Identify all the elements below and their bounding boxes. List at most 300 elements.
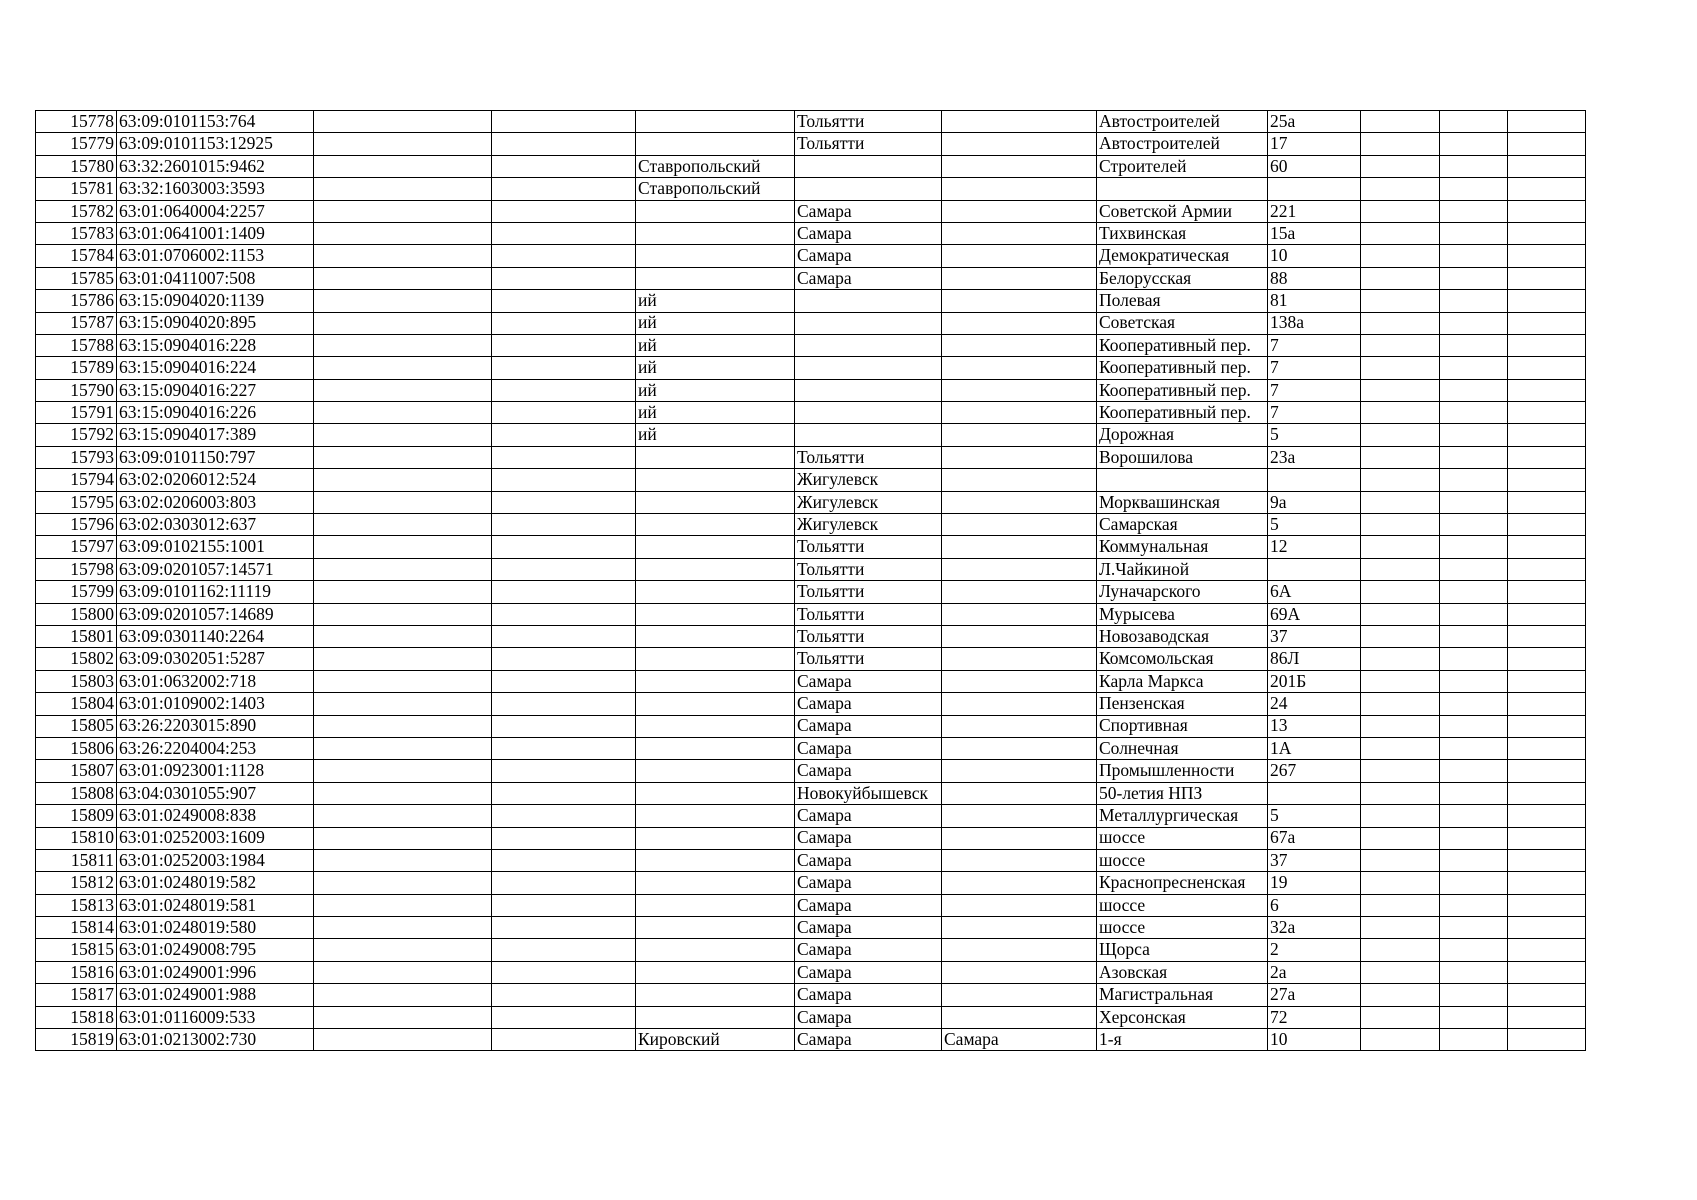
city-cell	[795, 334, 942, 356]
empty-cell-c	[1361, 984, 1440, 1006]
empty-cell-c	[1361, 782, 1440, 804]
district-cell	[636, 469, 795, 491]
empty-cell-b	[492, 715, 636, 737]
city-cell: Тольятти	[795, 603, 942, 625]
empty-cell-d	[1440, 491, 1508, 513]
city-cell	[795, 379, 942, 401]
empty-cell-e	[1508, 827, 1586, 849]
empty-cell-d	[1440, 334, 1508, 356]
empty-cell-b	[492, 939, 636, 961]
table-row	[36, 357, 1586, 379]
table-row	[36, 558, 1586, 580]
empty-cell-b	[492, 222, 636, 244]
locality-cell	[942, 334, 1097, 356]
house-cell: 2а	[1268, 961, 1361, 983]
row-number-cell: 15807	[36, 760, 117, 782]
city-cell: Самара	[795, 222, 942, 244]
empty-cell-b	[492, 178, 636, 200]
locality-cell	[942, 939, 1097, 961]
cadastral-number-cell: 63:15:0904016:228	[117, 334, 314, 356]
empty-cell-d	[1440, 514, 1508, 536]
house-cell: 267	[1268, 760, 1361, 782]
locality-cell	[942, 111, 1097, 133]
table-row	[36, 939, 1586, 961]
city-cell: Тольятти	[795, 111, 942, 133]
city-cell: Тольятти	[795, 648, 942, 670]
house-cell: 6	[1268, 894, 1361, 916]
city-cell: Жигулевск	[795, 514, 942, 536]
cadastral-number-cell: 63:15:0904016:224	[117, 357, 314, 379]
empty-cell-e	[1508, 379, 1586, 401]
row-number-cell: 15778	[36, 111, 117, 133]
city-cell: Самара	[795, 827, 942, 849]
street-cell: Кооперативный пер.	[1097, 357, 1268, 379]
cadastral-number-cell: 63:01:0249001:996	[117, 961, 314, 983]
house-cell: 81	[1268, 290, 1361, 312]
empty-cell-c	[1361, 469, 1440, 491]
empty-cell-c	[1361, 155, 1440, 177]
table-row	[36, 379, 1586, 401]
row-number-cell: 15779	[36, 133, 117, 155]
locality-cell	[942, 715, 1097, 737]
cadastral-number-cell: 63:09:0101162:11119	[117, 581, 314, 603]
empty-cell-b	[492, 961, 636, 983]
district-cell	[636, 737, 795, 759]
empty-cell-b	[492, 290, 636, 312]
empty-cell-c	[1361, 737, 1440, 759]
district-cell	[636, 693, 795, 715]
district-cell	[636, 648, 795, 670]
house-cell: 88	[1268, 267, 1361, 289]
district-cell	[636, 245, 795, 267]
row-number-cell: 15804	[36, 693, 117, 715]
empty-cell-c	[1361, 760, 1440, 782]
empty-cell-c	[1361, 648, 1440, 670]
empty-cell-d	[1440, 625, 1508, 647]
city-cell: Тольятти	[795, 581, 942, 603]
cadastral-number-cell: 63:09:0201057:14571	[117, 558, 314, 580]
empty-cell-a	[314, 1029, 492, 1051]
locality-cell	[942, 984, 1097, 1006]
empty-cell-e	[1508, 178, 1586, 200]
row-number-cell: 15800	[36, 603, 117, 625]
row-number-cell: 15814	[36, 917, 117, 939]
table-row	[36, 603, 1586, 625]
city-cell	[795, 290, 942, 312]
row-number-cell: 15794	[36, 469, 117, 491]
street-cell: шоссе	[1097, 894, 1268, 916]
street-cell: Ворошилова	[1097, 446, 1268, 468]
house-cell: 5	[1268, 424, 1361, 446]
locality-cell	[942, 379, 1097, 401]
city-cell: Самара	[795, 737, 942, 759]
table-row	[36, 872, 1586, 894]
city-cell: Самара	[795, 984, 942, 1006]
empty-cell-e	[1508, 715, 1586, 737]
street-cell: шоссе	[1097, 849, 1268, 871]
empty-cell-e	[1508, 603, 1586, 625]
empty-cell-c	[1361, 558, 1440, 580]
empty-cell-d	[1440, 894, 1508, 916]
cadastral-number-cell: 63:01:0213002:730	[117, 1029, 314, 1051]
empty-cell-d	[1440, 222, 1508, 244]
district-cell	[636, 984, 795, 1006]
row-number-cell: 15796	[36, 514, 117, 536]
empty-cell-c	[1361, 715, 1440, 737]
locality-cell	[942, 917, 1097, 939]
district-cell	[636, 715, 795, 737]
empty-cell-e	[1508, 782, 1586, 804]
street-cell: Автостроителей	[1097, 111, 1268, 133]
empty-cell-a	[314, 357, 492, 379]
city-cell	[795, 155, 942, 177]
empty-cell-e	[1508, 267, 1586, 289]
row-number-cell: 15799	[36, 581, 117, 603]
empty-cell-d	[1440, 782, 1508, 804]
empty-cell-a	[314, 178, 492, 200]
empty-cell-a	[314, 670, 492, 692]
city-cell: Самара	[795, 670, 942, 692]
empty-cell-a	[314, 603, 492, 625]
street-cell: Советская	[1097, 312, 1268, 334]
empty-cell-e	[1508, 894, 1586, 916]
empty-cell-d	[1440, 737, 1508, 759]
district-cell	[636, 961, 795, 983]
empty-cell-e	[1508, 917, 1586, 939]
cadastral-number-cell: 63:01:0249008:795	[117, 939, 314, 961]
street-cell: Пензенская	[1097, 693, 1268, 715]
table-row	[36, 715, 1586, 737]
cadastral-number-cell: 63:09:0101150:797	[117, 446, 314, 468]
row-number-cell: 15789	[36, 357, 117, 379]
empty-cell-a	[314, 469, 492, 491]
table-row	[36, 1006, 1586, 1028]
empty-cell-c	[1361, 290, 1440, 312]
city-cell: Самара	[795, 872, 942, 894]
empty-cell-e	[1508, 111, 1586, 133]
district-cell	[636, 1006, 795, 1028]
district-cell	[636, 514, 795, 536]
street-cell: Строителей	[1097, 155, 1268, 177]
house-cell: 69А	[1268, 603, 1361, 625]
city-cell: Жигулевск	[795, 491, 942, 513]
city-cell	[795, 312, 942, 334]
table-row	[36, 917, 1586, 939]
district-cell: ий	[636, 290, 795, 312]
district-cell	[636, 670, 795, 692]
cadastral-number-cell: 63:26:2204004:253	[117, 737, 314, 759]
cadastral-number-cell: 63:01:0109002:1403	[117, 693, 314, 715]
empty-cell-e	[1508, 334, 1586, 356]
house-cell: 37	[1268, 625, 1361, 647]
street-cell: Мурысева	[1097, 603, 1268, 625]
cadastral-number-cell: 63:09:0101153:764	[117, 111, 314, 133]
row-number-cell: 15784	[36, 245, 117, 267]
empty-cell-d	[1440, 245, 1508, 267]
locality-cell	[942, 961, 1097, 983]
empty-cell-a	[314, 245, 492, 267]
empty-cell-d	[1440, 155, 1508, 177]
row-number-cell: 15783	[36, 222, 117, 244]
district-cell	[636, 536, 795, 558]
empty-cell-a	[314, 424, 492, 446]
empty-cell-e	[1508, 446, 1586, 468]
locality-cell	[942, 872, 1097, 894]
locality-cell	[942, 469, 1097, 491]
empty-cell-d	[1440, 111, 1508, 133]
row-number-cell: 15780	[36, 155, 117, 177]
empty-cell-e	[1508, 625, 1586, 647]
house-cell	[1268, 558, 1361, 580]
cadastral-number-cell: 63:15:0904016:226	[117, 402, 314, 424]
house-cell: 5	[1268, 514, 1361, 536]
empty-cell-c	[1361, 894, 1440, 916]
locality-cell	[942, 178, 1097, 200]
house-cell	[1268, 178, 1361, 200]
row-number-cell: 15781	[36, 178, 117, 200]
empty-cell-b	[492, 827, 636, 849]
table-row	[36, 222, 1586, 244]
street-cell: Коммунальная	[1097, 536, 1268, 558]
empty-cell-e	[1508, 133, 1586, 155]
district-cell: ий	[636, 357, 795, 379]
house-cell: 1А	[1268, 737, 1361, 759]
empty-cell-e	[1508, 155, 1586, 177]
empty-cell-a	[314, 1006, 492, 1028]
street-cell: Комсомольская	[1097, 648, 1268, 670]
table-row	[36, 469, 1586, 491]
house-cell: 9а	[1268, 491, 1361, 513]
city-cell: Самара	[795, 693, 942, 715]
table-row	[36, 648, 1586, 670]
street-cell: шоссе	[1097, 917, 1268, 939]
locality-cell	[942, 805, 1097, 827]
cadastral-number-cell: 63:01:0923001:1128	[117, 760, 314, 782]
district-cell: Кировский	[636, 1029, 795, 1051]
empty-cell-b	[492, 603, 636, 625]
row-number-cell: 15797	[36, 536, 117, 558]
street-cell: Полевая	[1097, 290, 1268, 312]
city-cell: Самара	[795, 715, 942, 737]
district-cell: ий	[636, 424, 795, 446]
empty-cell-b	[492, 491, 636, 513]
street-cell: Л.Чайкиной	[1097, 558, 1268, 580]
table-row	[36, 133, 1586, 155]
locality-cell	[942, 737, 1097, 759]
empty-cell-a	[314, 961, 492, 983]
empty-cell-b	[492, 805, 636, 827]
street-cell: шоссе	[1097, 827, 1268, 849]
cadastral-number-cell: 63:01:0249008:838	[117, 805, 314, 827]
locality-cell	[942, 536, 1097, 558]
city-cell	[795, 178, 942, 200]
city-cell: Самара	[795, 849, 942, 871]
cadastral-number-cell: 63:09:0102155:1001	[117, 536, 314, 558]
empty-cell-c	[1361, 357, 1440, 379]
city-cell: Самара	[795, 961, 942, 983]
locality-cell	[942, 290, 1097, 312]
empty-cell-c	[1361, 625, 1440, 647]
empty-cell-a	[314, 939, 492, 961]
empty-cell-e	[1508, 222, 1586, 244]
row-number-cell: 15813	[36, 894, 117, 916]
house-cell: 25а	[1268, 111, 1361, 133]
empty-cell-d	[1440, 917, 1508, 939]
table-row	[36, 961, 1586, 983]
cadastral-number-cell: 63:01:0248019:582	[117, 872, 314, 894]
row-number-cell: 15819	[36, 1029, 117, 1051]
row-number-cell: 15805	[36, 715, 117, 737]
row-number-cell: 15809	[36, 805, 117, 827]
empty-cell-a	[314, 446, 492, 468]
empty-cell-a	[314, 872, 492, 894]
table-row	[36, 984, 1586, 1006]
empty-cell-c	[1361, 693, 1440, 715]
house-cell: 17	[1268, 133, 1361, 155]
empty-cell-b	[492, 200, 636, 222]
empty-cell-d	[1440, 805, 1508, 827]
city-cell: Новокуйбышевск	[795, 782, 942, 804]
empty-cell-b	[492, 379, 636, 401]
district-cell	[636, 222, 795, 244]
empty-cell-e	[1508, 737, 1586, 759]
house-cell: 10	[1268, 245, 1361, 267]
empty-cell-b	[492, 984, 636, 1006]
locality-cell	[942, 424, 1097, 446]
district-cell	[636, 558, 795, 580]
empty-cell-b	[492, 155, 636, 177]
empty-cell-a	[314, 917, 492, 939]
city-cell: Самара	[795, 760, 942, 782]
house-cell: 23а	[1268, 446, 1361, 468]
empty-cell-a	[314, 581, 492, 603]
empty-cell-c	[1361, 245, 1440, 267]
house-cell: 37	[1268, 849, 1361, 871]
row-number-cell: 15818	[36, 1006, 117, 1028]
locality-cell	[942, 558, 1097, 580]
row-number-cell: 15793	[36, 446, 117, 468]
district-cell	[636, 894, 795, 916]
empty-cell-c	[1361, 111, 1440, 133]
city-cell: Самара	[795, 267, 942, 289]
street-cell: Промышленности	[1097, 760, 1268, 782]
empty-cell-e	[1508, 805, 1586, 827]
empty-cell-a	[314, 111, 492, 133]
empty-cell-d	[1440, 939, 1508, 961]
empty-cell-d	[1440, 200, 1508, 222]
empty-cell-c	[1361, 312, 1440, 334]
district-cell	[636, 111, 795, 133]
district-cell: Ставропольский	[636, 178, 795, 200]
house-cell: 27а	[1268, 984, 1361, 1006]
city-cell: Самара	[795, 939, 942, 961]
table-row	[36, 670, 1586, 692]
street-cell: Самарская	[1097, 514, 1268, 536]
empty-cell-c	[1361, 939, 1440, 961]
empty-cell-b	[492, 670, 636, 692]
street-cell	[1097, 178, 1268, 200]
empty-cell-c	[1361, 379, 1440, 401]
empty-cell-d	[1440, 536, 1508, 558]
street-cell: Херсонская	[1097, 1006, 1268, 1028]
empty-cell-e	[1508, 872, 1586, 894]
empty-cell-c	[1361, 1006, 1440, 1028]
locality-cell	[942, 827, 1097, 849]
empty-cell-b	[492, 648, 636, 670]
street-cell: Металлургическая	[1097, 805, 1268, 827]
empty-cell-b	[492, 849, 636, 871]
empty-cell-b	[492, 782, 636, 804]
empty-cell-d	[1440, 984, 1508, 1006]
empty-cell-d	[1440, 648, 1508, 670]
district-cell	[636, 805, 795, 827]
locality-cell	[942, 603, 1097, 625]
empty-cell-e	[1508, 290, 1586, 312]
empty-cell-d	[1440, 603, 1508, 625]
city-cell: Самара	[795, 894, 942, 916]
table-row	[36, 446, 1586, 468]
empty-cell-c	[1361, 424, 1440, 446]
table-row	[36, 581, 1586, 603]
empty-cell-a	[314, 715, 492, 737]
row-number-cell: 15802	[36, 648, 117, 670]
district-cell	[636, 849, 795, 871]
locality-cell	[942, 245, 1097, 267]
empty-cell-e	[1508, 1029, 1586, 1051]
house-cell: 201Б	[1268, 670, 1361, 692]
empty-cell-c	[1361, 514, 1440, 536]
house-cell: 138а	[1268, 312, 1361, 334]
empty-cell-a	[314, 267, 492, 289]
empty-cell-a	[314, 536, 492, 558]
cadastral-number-cell: 63:01:0248019:580	[117, 917, 314, 939]
city-cell: Самара	[795, 805, 942, 827]
street-cell: Автостроителей	[1097, 133, 1268, 155]
empty-cell-e	[1508, 200, 1586, 222]
empty-cell-d	[1440, 1006, 1508, 1028]
empty-cell-b	[492, 133, 636, 155]
locality-cell	[942, 849, 1097, 871]
empty-cell-a	[314, 984, 492, 1006]
empty-cell-b	[492, 1029, 636, 1051]
empty-cell-e	[1508, 424, 1586, 446]
house-cell: 13	[1268, 715, 1361, 737]
street-cell: Кооперативный пер.	[1097, 402, 1268, 424]
house-cell: 86Л	[1268, 648, 1361, 670]
house-cell: 7	[1268, 379, 1361, 401]
city-cell: Тольятти	[795, 536, 942, 558]
cadastral-number-cell: 63:26:2203015:890	[117, 715, 314, 737]
row-number-cell: 15806	[36, 737, 117, 759]
row-number-cell: 15817	[36, 984, 117, 1006]
empty-cell-c	[1361, 267, 1440, 289]
empty-cell-a	[314, 133, 492, 155]
empty-cell-e	[1508, 312, 1586, 334]
empty-cell-a	[314, 625, 492, 647]
locality-cell	[942, 402, 1097, 424]
locality-cell	[942, 693, 1097, 715]
empty-cell-d	[1440, 312, 1508, 334]
city-cell	[795, 424, 942, 446]
street-cell: Дорожная	[1097, 424, 1268, 446]
cadastral-number-cell: 63:01:0706002:1153	[117, 245, 314, 267]
street-cell: 50-летия НПЗ	[1097, 782, 1268, 804]
empty-cell-d	[1440, 715, 1508, 737]
city-cell: Самара	[795, 1029, 942, 1051]
row-number-cell: 15812	[36, 872, 117, 894]
row-number-cell: 15808	[36, 782, 117, 804]
district-cell: ий	[636, 402, 795, 424]
